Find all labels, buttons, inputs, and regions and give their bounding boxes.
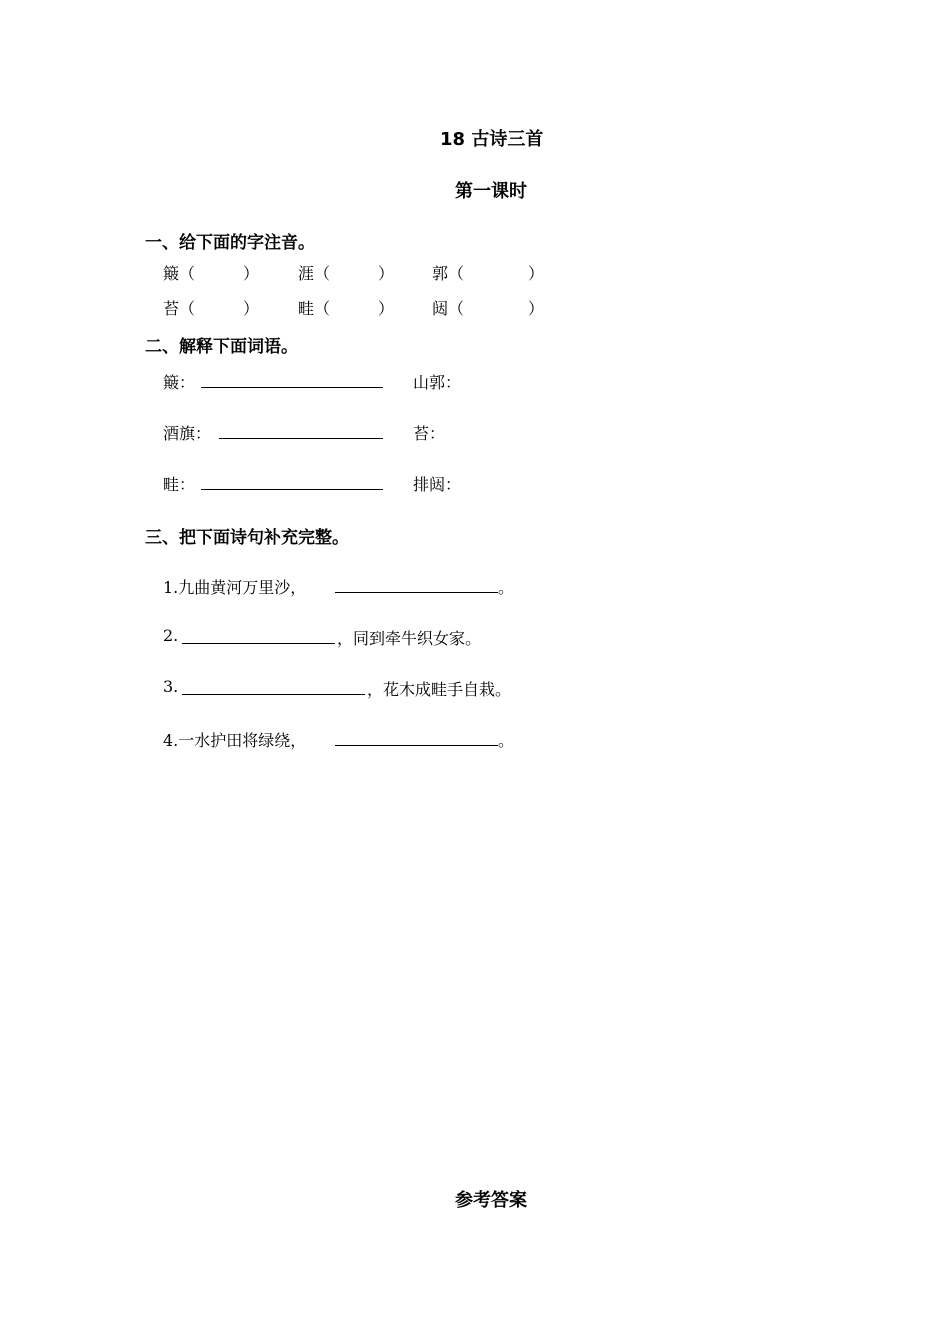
pinyin-char: 涯 [298,264,315,283]
poem-line-suffix: 。 [498,731,515,750]
pinyin-item [298,296,394,319]
poem-line-prefix: 1.九曲黄河万里沙， [163,578,307,597]
pinyin-answer-paren[interactable]: （ ） [448,264,545,283]
section1-heading: 一、给下面的字注音。 [145,233,315,253]
pinyin-answer-paren[interactable]: （ ） [179,264,260,283]
poem-line-suffix: 。 [498,578,515,597]
answer-blank[interactable] [182,643,335,644]
pinyin-answer-paren[interactable]: （ ） [314,299,395,318]
answer-blank[interactable] [201,387,383,388]
pinyin-char: 簸 [163,264,180,283]
pinyin-item [432,261,544,284]
answer-blank[interactable] [201,489,383,490]
answer-blank[interactable] [219,438,383,439]
lesson-subtitle: 第一课时 [455,181,527,202]
poem-line-suffix: ，同到牵牛织女家。 [337,629,482,648]
pinyin-item [163,261,259,284]
answer-blank[interactable] [335,745,498,746]
section3-heading: 三、把下面诗句补充完整。 [145,528,349,548]
term-label: 畦： [163,475,196,494]
pinyin-char: 苔 [163,299,180,318]
poem-line-prefix: 2. [163,626,179,645]
pinyin-item [298,261,394,284]
pinyin-answer-paren[interactable]: （ ） [448,299,545,318]
answer-heading: 参考答案 [455,1190,527,1211]
term-label: 酒旗： [163,424,212,443]
term-label: 苔： [413,424,446,443]
term-label: 簸： [163,373,196,392]
page-title: 18 古诗三首 [440,129,544,150]
pinyin-char: 畦 [298,299,315,318]
poem-line-suffix: ，花木成畦手自栽。 [367,680,512,699]
pinyin-char: 郭 [432,264,449,283]
answer-blank[interactable] [182,694,365,695]
poem-line-prefix: 4.一水护田将绿绕， [163,731,307,750]
poem-line-prefix: 3. [163,677,179,696]
pinyin-item [163,296,259,319]
term-label: 山郭： [413,373,462,392]
pinyin-answer-paren[interactable]: （ ） [314,264,395,283]
pinyin-item [432,296,544,319]
term-label: 排闼： [413,475,462,494]
section2-heading: 二、解释下面词语。 [145,337,298,357]
pinyin-char: 闼 [432,299,449,318]
answer-blank[interactable] [335,592,498,593]
pinyin-answer-paren[interactable]: （ ） [179,299,260,318]
